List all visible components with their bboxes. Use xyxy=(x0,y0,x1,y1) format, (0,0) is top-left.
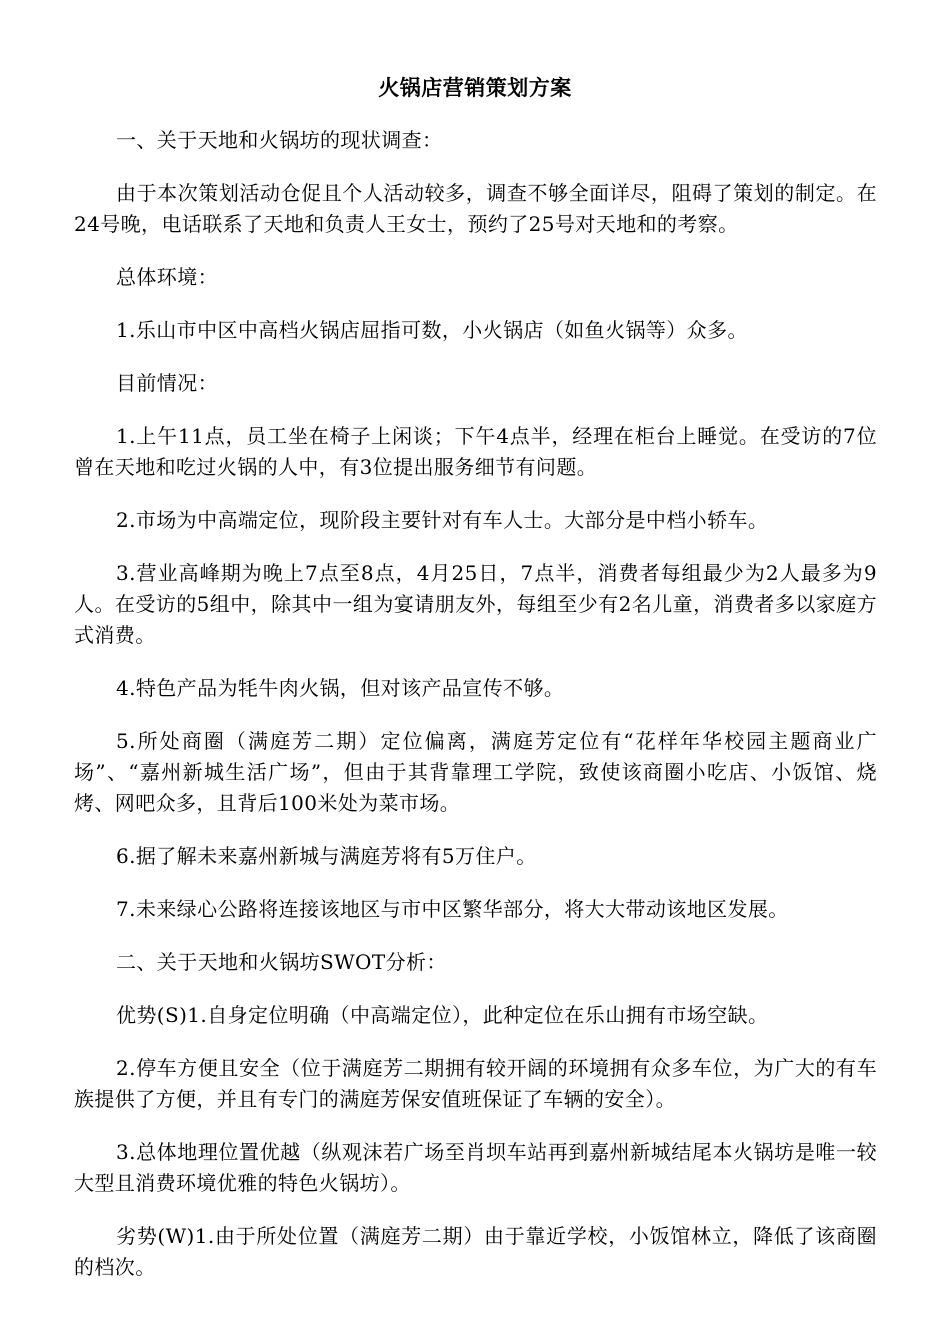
paragraph-status-6: 6.据了解未来嘉州新城与满庭芳将有5万住户。 xyxy=(116,844,537,868)
paragraph-strength-3: 3.总体地理位置优越（纵观沫若广场至肖坝车站再到嘉州新城结尾本火锅坊是唯一较大型且消费环境优雅的特色火锅坊）。 xyxy=(74,1140,877,1195)
paragraph-status-7: 7.未来绿心公路将连接该地区与市中区繁华部分，将大大带动该地区发展。 xyxy=(116,897,789,921)
document-body xyxy=(74,125,877,1305)
document-title: 火锅店营销策划方案 xyxy=(378,75,572,100)
paragraph-status-3: 3.营业高峰期为晚上7点至8点，4月25日，7点半，消费者每组最少为2人最多为9人。在受访的5组中，除其中一组为宴请朋友外，每组至少有2名儿童，消费者多以家庭方式消费。 xyxy=(74,561,877,647)
paragraph-status-2: 2.市场为中高端定位，现阶段主要针对有车人士。大部分是中档小轿车。 xyxy=(116,508,769,532)
paragraph-environment-1: 1.乐山市中区中高档火锅店屈指可数，小火锅店（如鱼火锅等）众多。 xyxy=(116,318,748,342)
paragraph-section-1-heading: 一、关于天地和火锅坊的现状调查： xyxy=(116,128,443,152)
paragraph-intro: 由于本次策划活动仓促且个人活动较多，调查不够全面详尽，阻碍了策划的制定。在24号晚，电话联系了天地和负责人王女士，预约了25号对天地和的考察。 xyxy=(74,181,877,236)
paragraph-strength-1: 优势(S)1.自身定位明确（中高端定位），此种定位在乐山拥有市场空缺。 xyxy=(116,1003,769,1027)
paragraph-environment-heading: 总体环境： xyxy=(116,265,218,289)
paragraph-status-1: 1.上午11点，员工坐在椅子上闲谈；下午4点半，经理在柜台上睡觉。在受访的7位曾在天地和吃过火锅的人中，有3位提出服务细节有问题。 xyxy=(74,424,877,479)
paragraph-status-heading: 目前情况： xyxy=(116,371,218,395)
paragraph-status-5: 5.所处商圈（满庭芳二期）定位偏离，满庭芳定位有“花样年华校园主题商业广场”、“嘉州新城生活广场”，但由于其背靠理工学院，致使该商圈小吃店、小饭馆、烧烤、网吧众多，且背后100米处为菜市场。 xyxy=(74,729,877,815)
paragraph-status-4: 4.特色产品为牦牛肉火锅，但对该产品宣传不够。 xyxy=(116,676,565,700)
paragraph-weakness-1: 劣势(W)1.由于所处位置（满庭芳二期）由于靠近学校，小饭馆林立，降低了该商圈的档次。 xyxy=(74,1224,877,1279)
paragraph-section-2-heading: 二、关于天地和火锅坊SWOT分析： xyxy=(116,950,447,974)
paragraph-strength-2: 2.停车方便且安全（位于满庭芳二期拥有较开阔的环境拥有众多车位，为广大的有车族提供了方便，并且有专门的满庭芳保安值班保证了车辆的安全）。 xyxy=(74,1056,877,1111)
